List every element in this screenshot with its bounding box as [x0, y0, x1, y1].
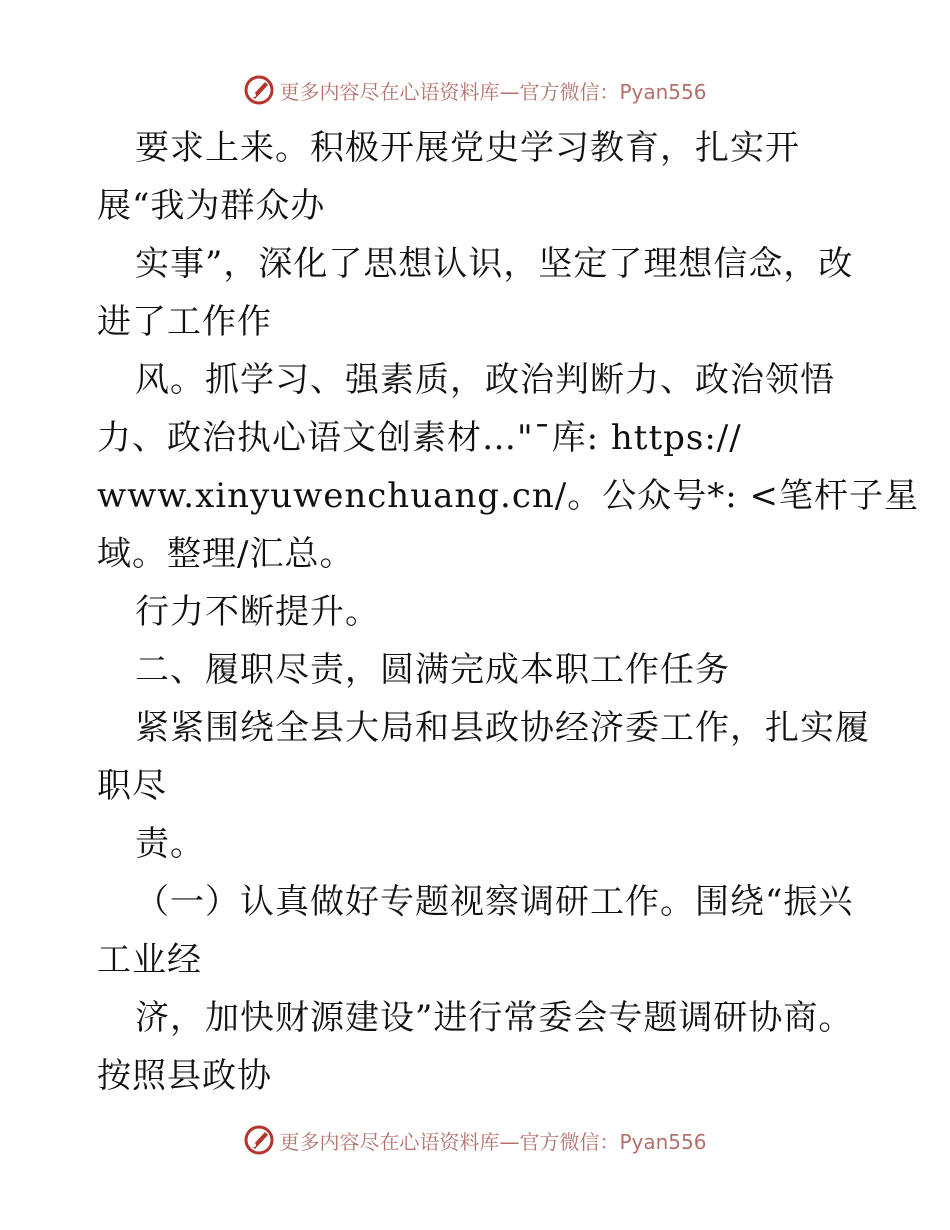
text-line: 域。整理/汇总。	[97, 534, 355, 574]
text-line: 进了工作作	[97, 302, 272, 342]
section-heading: 二、履职尽责，圆满完成本职工作任务	[135, 650, 730, 690]
text-line: 展“我为群众办	[97, 186, 326, 226]
text-line: （一）认真做好专题视察调研工作。围绕“振兴	[135, 882, 854, 922]
text-line: 工业经	[97, 940, 202, 980]
text-line: 职尽	[97, 766, 167, 806]
text-line: 行力不断提升。	[135, 592, 380, 632]
library-logo-icon	[243, 74, 275, 106]
text-line: www.xinyuwenchuang.cn/。公众号*: <笔杆子星	[97, 476, 919, 516]
text-line: 紧紧围绕全县大局和县政协经济委工作，扎实履	[135, 708, 870, 748]
header-banner	[0, 70, 950, 110]
footer-banner-text: 更多内容尽在心语资料库—官方微信：Pyan556	[279, 1129, 707, 1154]
text-line: 实事”，深化了思想认识，坚定了理想信念，改	[135, 244, 854, 284]
text-line: 济，加快财源建设”进行常委会专题调研协商。	[135, 998, 854, 1038]
text-line: 按照县政协	[97, 1056, 272, 1096]
text-line: 要求上来。积极开展党史学习教育，扎实开	[135, 128, 800, 168]
text-line: 责。	[135, 824, 205, 864]
footer-banner	[0, 1120, 950, 1160]
text-line: 力、政治执心语文创素材…"¯库: https://	[97, 418, 742, 458]
text-line: 风。抓学习、强素质，政治判断力、政治领悟	[135, 360, 835, 400]
header-banner-text: 更多内容尽在心语资料库—官方微信：Pyan556	[279, 79, 707, 104]
library-logo-icon	[243, 1124, 275, 1156]
